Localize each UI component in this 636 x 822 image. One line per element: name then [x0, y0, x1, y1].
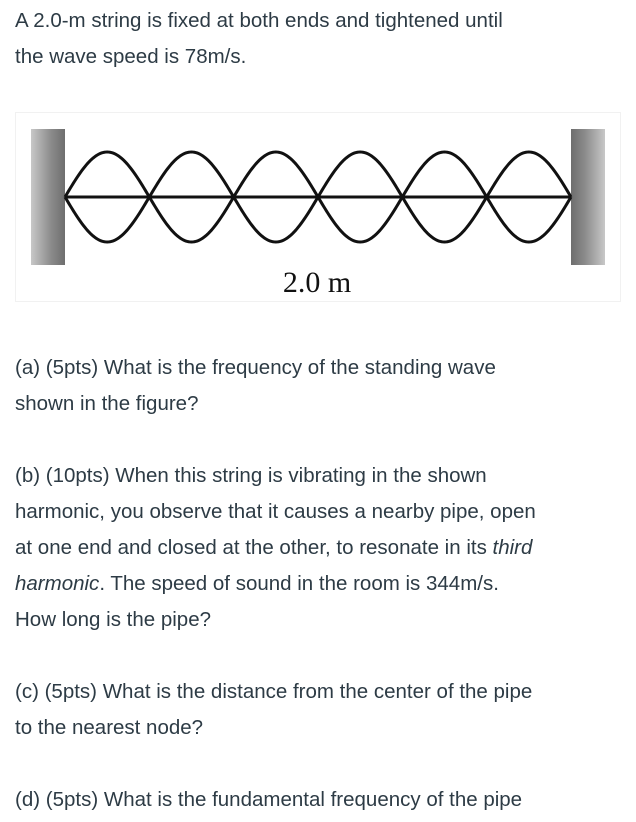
part-c-line-1: (c) (5pts) What is the distance from the center of the pipe — [15, 680, 533, 703]
part-c-question — [15, 674, 625, 746]
standing-wave-diagram — [16, 113, 620, 301]
part-b-line-5: How long is the pipe? — [15, 608, 212, 631]
part-b-emphasis-harmonic: harmonic — [15, 572, 100, 595]
standing-wave-figure — [15, 112, 621, 302]
left-wall — [31, 129, 65, 265]
part-a-line-2: shown in the figure? — [15, 392, 199, 415]
length-label: 2.0 m — [282, 266, 352, 299]
part-c-line-2: to the nearest node? — [15, 716, 204, 739]
right-wall — [571, 129, 605, 265]
part-d-question — [15, 782, 625, 818]
standing-wave — [65, 152, 571, 242]
part-a-question — [15, 350, 625, 422]
part-b-line-1: (b) (10pts) When this string is vibrating in the shown — [15, 464, 487, 487]
intro-line-2: the wave speed is 78m/s. — [15, 45, 247, 68]
problem-intro — [15, 3, 625, 75]
part-a-line-1: (a) (5pts) What is the frequency of the standing wave — [15, 356, 496, 379]
part-d-line-1: (d) (5pts) What is the fundamental frequency of the pipe — [15, 788, 523, 811]
part-b-line-3: at one end and closed at the other, to resonate in its — [15, 536, 493, 559]
part-b-line-4: . The speed of sound in the room is 344m/s. — [99, 572, 499, 595]
part-b-question — [15, 458, 625, 638]
part-b-line-2: harmonic, you observe that it causes a nearby pipe, open — [15, 500, 536, 523]
part-b-emphasis-third: third — [492, 536, 533, 559]
intro-line-1: A 2.0-m string is fixed at both ends and tightened until — [15, 9, 503, 32]
